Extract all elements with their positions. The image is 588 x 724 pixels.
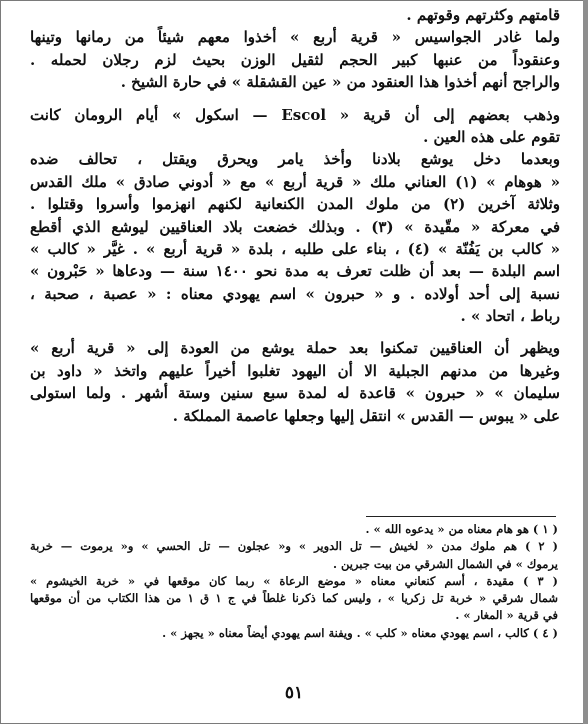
footnote-line: ( ٣ ) مقيدة ، أسم كنعاني معناه « موضع الرعاة » ربما كان موقعها في « خربة الخيشوم » (30, 573, 558, 588)
text-line: وثلاثة آخرين (٢) من ملوك المدن الكنعانية لكنهم انهزموا وأسروا وقتلوا . (30, 195, 560, 214)
text-line: تقوم على هذه العين . (423, 127, 560, 146)
footnote-line: شمال شرقي « خربة تل زكريا » ، وليس كما ذكرنا غلطاً في ج ١ ق ١ من هذا الكتاب من أن موقعها (30, 591, 558, 606)
footnote-separator (366, 516, 556, 517)
text-line: وعنقوداً من عنبها كبير الحجم لثقيل الوزن بحيث لزم رجلان لحمله . (30, 50, 560, 69)
text-line: نسبة إلى أحد أولاده . و « حبرون » اسم يهودي معناه : « عصبة ، صحبة ، (30, 284, 560, 303)
footnotes (30, 521, 558, 642)
footnote-line: في قرية « المغار » . (455, 608, 558, 623)
paragraph-gap (30, 327, 560, 337)
body-text (30, 4, 560, 427)
footnote-line: ( ٢ ) هم ملوك مدن « لخيش — تل الدوير » و« عجلون — تل الحسي » و« يرموت — خربة (30, 539, 558, 554)
scrollbar-edge (583, 0, 588, 724)
text-line: وبعدما دخل يوشع بلادنا وأخذ يامر ويحرق ويقتل ، تحالف ضده (30, 150, 560, 169)
text-line: اسم البلدة — بعد أن ظلت تعرف به مدة نحو ١٤٠٠ سنة — ودعاها « حَبْرون » (30, 262, 560, 281)
footnote-line: يرموك » في الشمال الشرقي من بيت جبرين . (332, 556, 558, 571)
text-line: « كالب بن يَفُنّة » (٤) ، بناء على طلبه ، بلدة « قرية أربع » . غيَّر « كالب » (30, 239, 560, 258)
footnote-line: ( ٤ ) كالب ، اسم يهودي معناه « كلب » . ويفنة اسم يهودي أيضاً معناه « يجهز » . (162, 625, 558, 640)
text-line: والراجح أنهم أخذوا هذا العنقود من « عين القشقلة » في حارة الشيخ . (120, 73, 560, 92)
footnote-line: ( ١ ) هو هام معناه من « يدعوه الله » . (365, 522, 558, 536)
text-line: قامتهم وكثرتهم وقوتهم . (406, 6, 560, 24)
text-line: على « يبوس — القدس » انتقل إليها وجعلها عاصمة المملكة . (172, 406, 560, 425)
paragraph-gap (30, 94, 560, 104)
text-line: في معركة « مقّيدة » (٣) . وبذلك خضعت بلاد العناقيين ليوشع الذي أقطع (30, 217, 560, 236)
text-line: وغيرها من مدنهم الجبلية الا أن اليهود تغلبوا أخيراً عليهم واتخذ « داود بن (30, 361, 560, 380)
text-line: رباط ، اتحاد » . (460, 307, 560, 326)
text-line: سليمان » « حبرون » قاعدة له لمدة سبع سنين وستة أشهر . ولما استولى (30, 384, 560, 403)
text-line: وذهب بعضهم إلى أن قرية « Escol — اسكول » أيام الرومان كانت (30, 105, 560, 124)
text-line: « هوهام » (١) العناني ملك « قرية أربع » مع « أدوني صادق » ملك القدس (30, 172, 560, 191)
text-line: ويظهر أن العناقيين تمكنوا بعد حملة يوشع من العودة إلى « قرية أربع » (30, 339, 560, 358)
text-line: ولما غادر الجواسيس « قرية أربع » أخذوا معهم شيئاً من رمانها وتينها (30, 28, 560, 47)
page-number: ٥١ (284, 683, 304, 703)
